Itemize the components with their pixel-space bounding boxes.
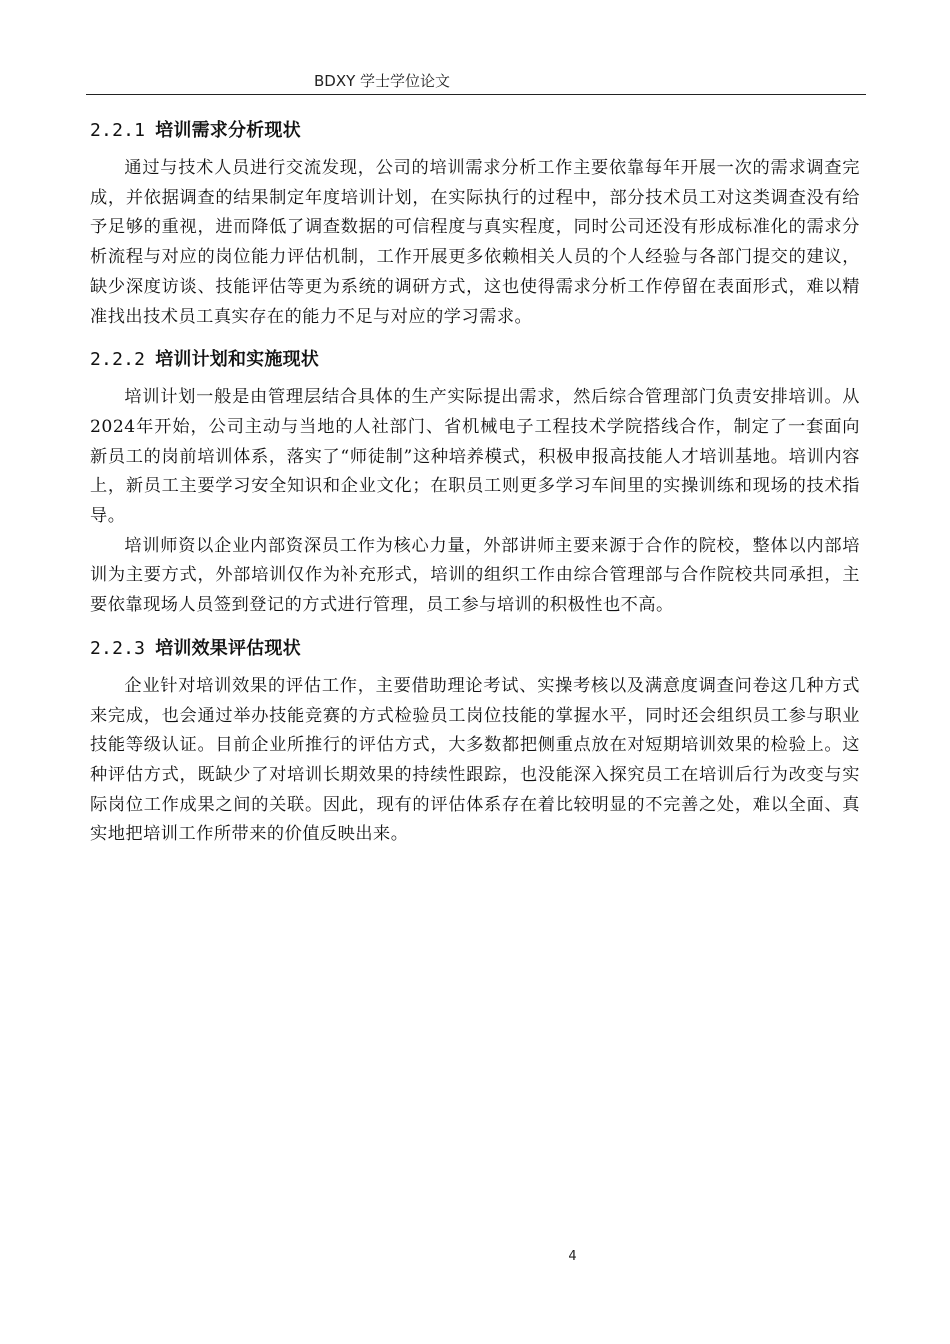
section-2-2-3 xyxy=(90,632,860,850)
section-title: 培训效果评估现状 xyxy=(155,637,301,659)
page-header xyxy=(86,66,866,95)
section-title: 培训计划和实施现状 xyxy=(155,349,319,371)
paragraph: 培训计划一般是由管理层结合具体的生产实际提出需求，然后综合管理部门负责安排培训。从2024年开始，公司主动与当地的人社部门、省机械电子工程技术学院搭线合作，制定了一套面向新员工的岗前培训体系，落实了“师徒制”这种培养模式，积极申报高技能人才培训基地。培训内容上，新员工主要学习安全知识和企业文化；在职员工则更多学习车间里的实操训练和现场的技术指导。 xyxy=(90,387,860,527)
paragraph: 通过与技术人员进行交流发现，公司的培训需求分析工作主要依靠每年开展一次的需求调查完成，并依据调查的结果制定年度培训计划，在实际执行的过程中，部分技术员工对这类调查没有给予足够的重视，进而降低了调查数据的可信程度与真实程度，同时公司还没有形成标准化的需求分析流程与对应的岗位能力评估机制，工作开展更多依赖相关人员的个人经验与各部门提交的建议，缺少深度访谈、技能评估等更为系统的调研方式，这也使得需求分析工作停留在表面形式，难以精准找出技术员工真实存在的能力不足与对应的学习需求。 xyxy=(90,158,860,327)
section-number: 2.2.2 xyxy=(90,349,146,371)
section-heading xyxy=(90,632,860,666)
paragraph: 培训师资以企业内部资深员工作为核心力量，外部讲师主要来源于合作的院校，整体以内部培训为主要方式，外部培训仅作为补充形式，培训的组织工作由综合管理部与合作院校共同承担，主要依靠现场人员签到登记的方式进行管理，员工参与培训的积极性也不高。 xyxy=(90,535,860,616)
section-number: 2.2.3 xyxy=(90,637,146,659)
paragraph: 企业针对培训效果的评估工作，主要借助理论考试、实操考核以及满意度调查问卷这几种方式来完成，也会通过举办技能竞赛的方式检验员工岗位技能的掌握水平，同时还会组织员工参与职业技能等级认证。目前企业所推行的评估方式，大多数都把侧重点放在对短期培训效果的检验上。这种评估方式，既缺少了对培训长期效果的持续性跟踪，也没能深入探究员工在培训后行为改变与实际岗位工作成果之间的关联。因此，现有的评估体系存在着比较明显的不完善之处，难以全面、真实地把培训工作所带来的价值反映出来。 xyxy=(90,675,860,845)
section-number: 2.2.1 xyxy=(90,120,146,141)
section-title: 培训需求分析现状 xyxy=(155,120,301,141)
section-2-2-2 xyxy=(90,343,860,621)
section-heading xyxy=(90,114,860,148)
section-heading xyxy=(90,343,860,377)
header-title: BDXY 学士学位论文 xyxy=(314,72,451,90)
document-body xyxy=(90,114,860,850)
page-number: 4 xyxy=(568,1249,577,1264)
section-2-2-1 xyxy=(90,114,860,332)
